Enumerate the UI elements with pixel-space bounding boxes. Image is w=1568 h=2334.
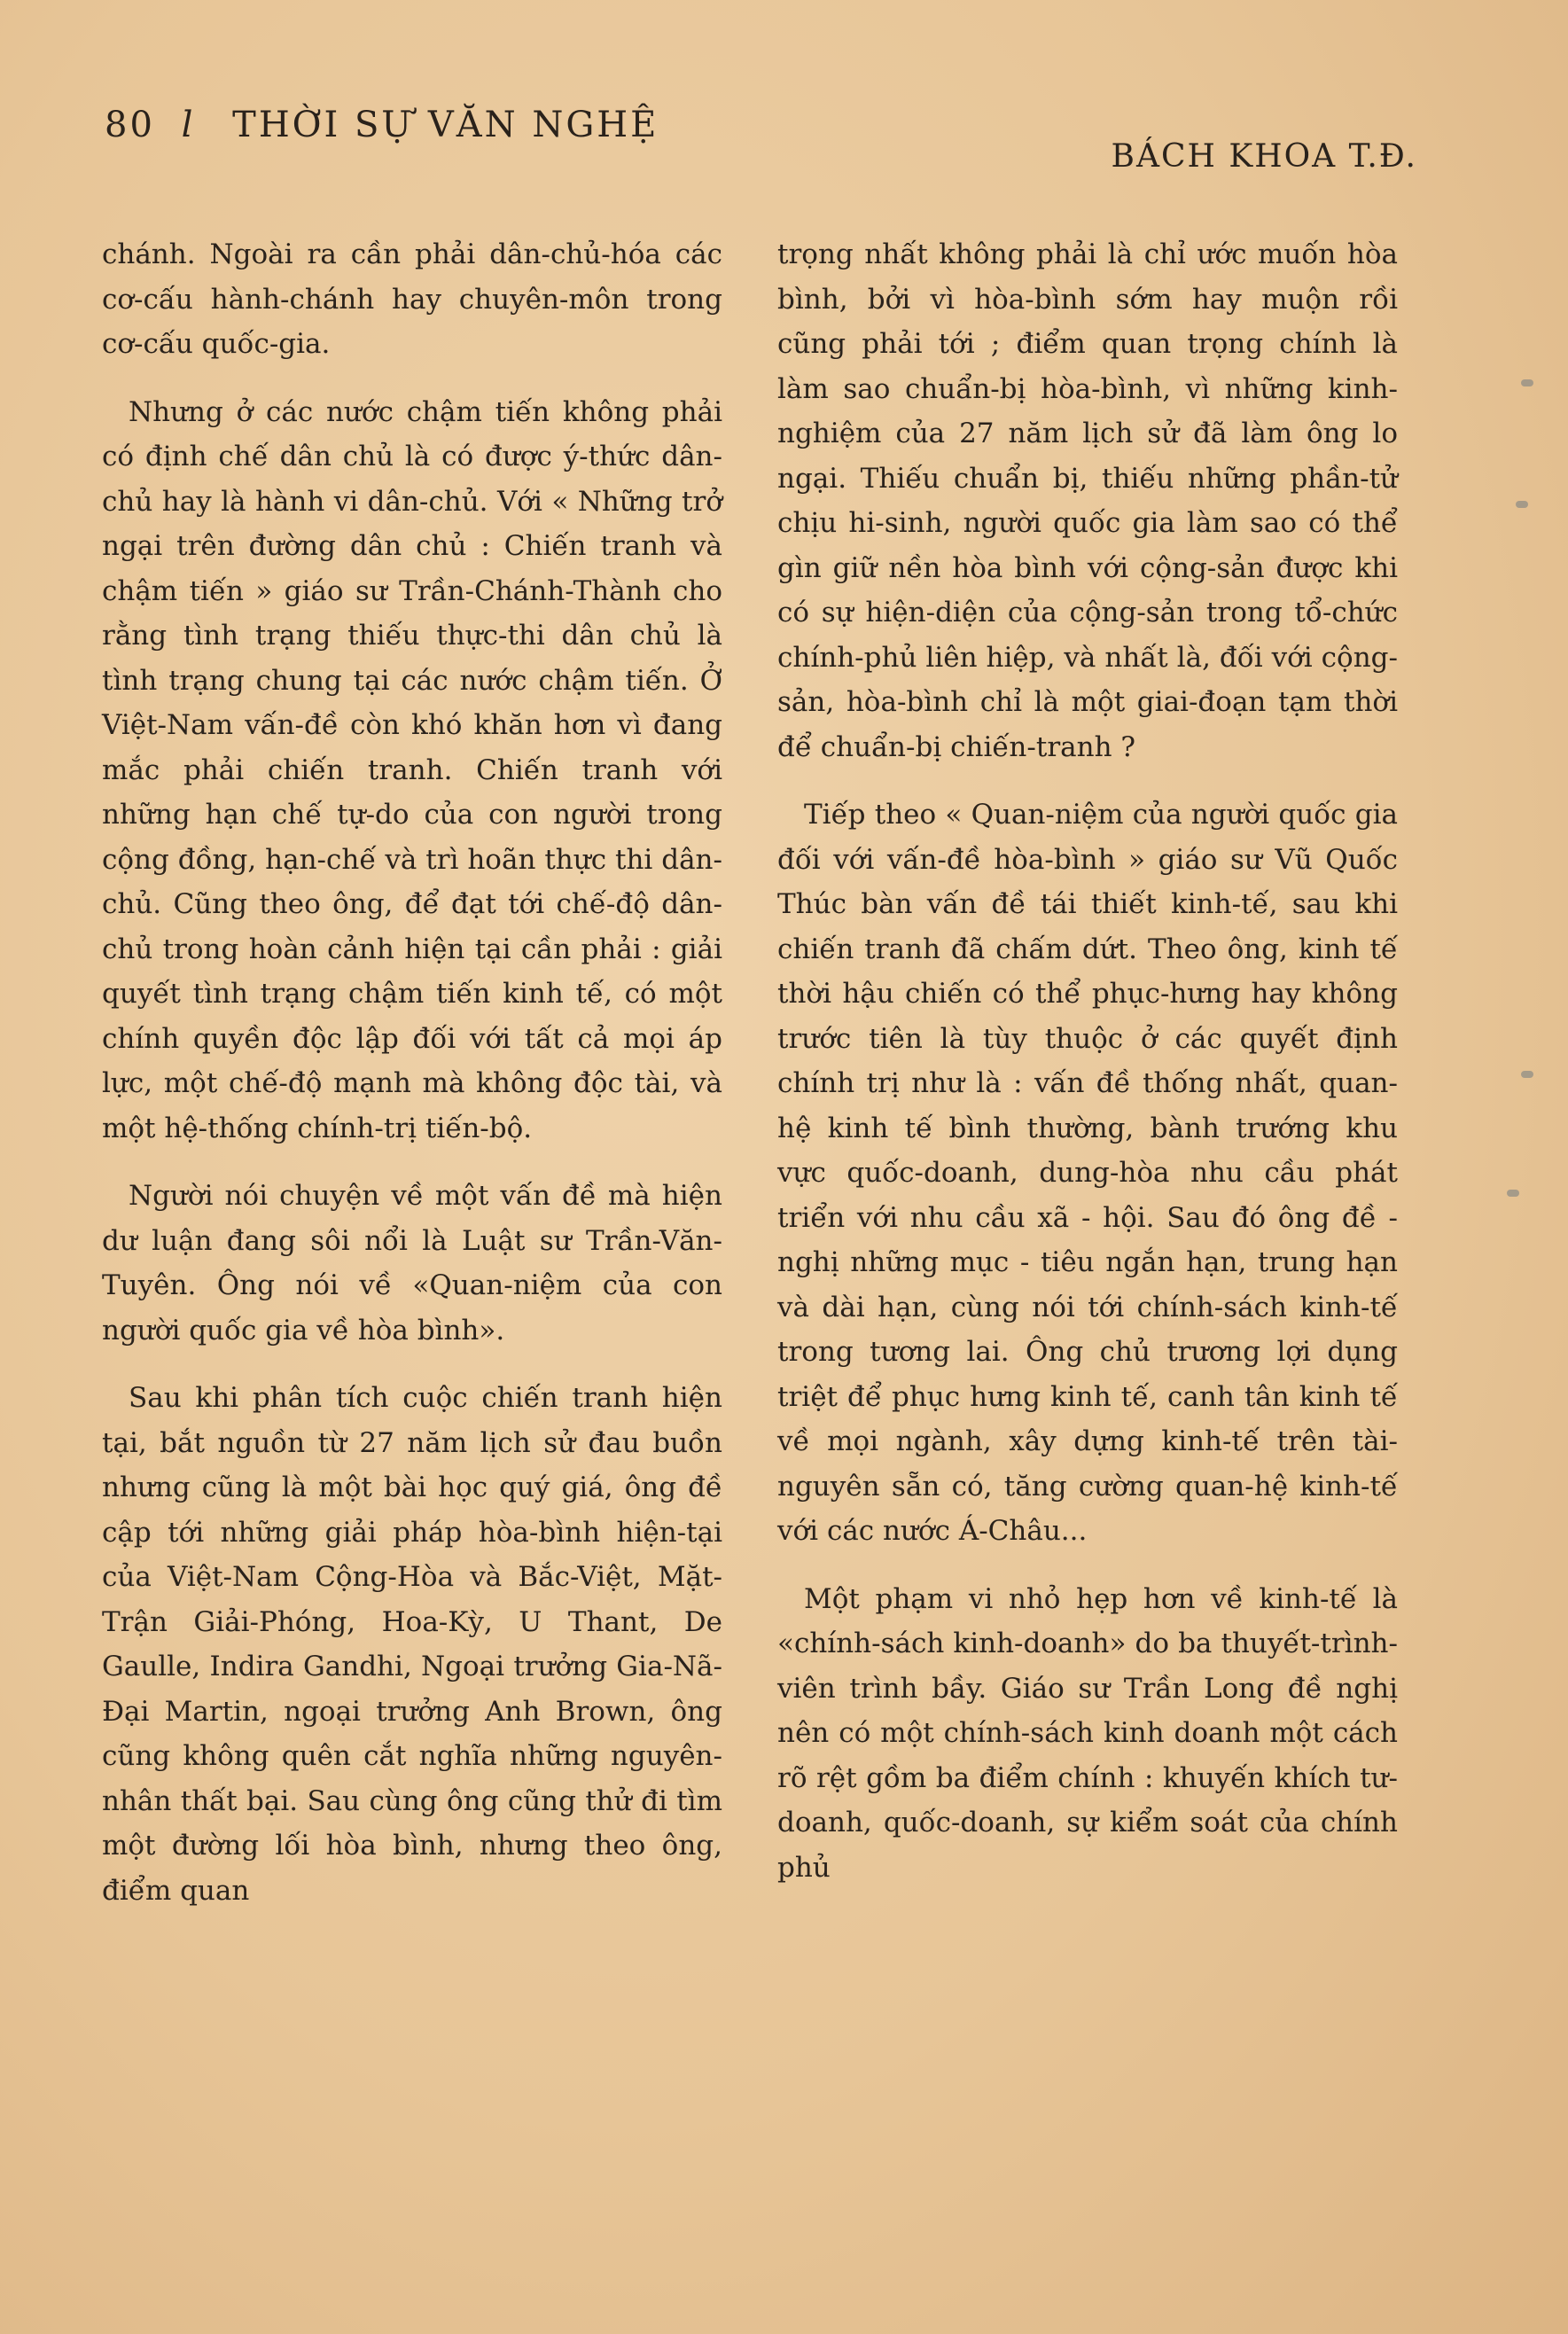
left-column [102,232,722,1936]
paper-mark [1521,379,1533,386]
paragraph: Một phạm vi nhỏ hẹp hơn về kinh-tế là «chính-sách kinh-doanh» do ba thuyết-trình-viên trình bầy. Giáo sư Trần Long đề nghị nên có một chính-sách kinh doanh một cách rõ rệt gồm ba điểm chính : khuyến khích tư-doanh, quốc-doanh, sự kiểm soát của chính phủ [777,1582,1398,1884]
paper-mark [1507,1190,1519,1197]
page-number: 80 [105,105,155,145]
paragraph: Nhưng ở các nước chậm tiến không phải có định chế dân chủ là có được ý-thức dân-chủ hay là hành vi dân-chủ. Với « Những trở ngại trên đường dân chủ : Chiến tranh và chậm tiến » giáo sư Trần-Chánh-Thành cho rằng tình trạng thiếu thực-thi dân chủ là tình trạng chung tại các nước chậm tiến. Ở Việt-Nam vấn-đề còn khó khăn hơn vì đang mắc phải chiến tranh. Chiến tranh với những hạn chế tự-do của con người trong cộng đồng, hạn-chế và trì hoãn thực thi dân-chủ. Cũng theo ông, để đạt tới chế-độ dân-chủ trong hoàn cảnh hiện tại cần phải : giải quyết tình trạng chậm tiến kinh tế, có một chính quyền độc lập đối với tất cả mọi áp lực, một chế-độ mạnh mà không độc tài, và một hệ-thống chính-trị tiến-bộ. [102,395,722,1144]
paragraph: Sau khi phân tích cuộc chiến tranh hiện tại, bắt nguồn từ 27 năm lịch sử đau buồn nhưng cũng là một bài học quý giá, ông đề cập tới những giải pháp hòa-bình hiện-tại của Việt-Nam Cộng-Hòa và Bắc-Việt, Mặt-Trận Giải-Phóng, Hoa-Kỳ, U Thant, De Gaulle, Indira Gandhi, Ngoại trưởng Gia-Nã-Đại Martin, ngoại trưởng Anh Brown, ông cũng không quên cắt nghĩa những nguyên-nhân thất bại. Sau cùng ông cũng thử đi tìm một đường lối hòa bình, nhưng theo ông, điểm quan [102,1382,722,1907]
right-column [777,232,1398,1913]
publication-title: BÁCH KHOA T.Đ. [1111,138,1417,175]
header-left [105,105,659,145]
paper-mark [1516,501,1528,508]
paragraph: Tiếp theo « Quan-niệm của người quốc gia đối với vấn-đề hòa-bình » giáo sư Vũ Quốc Thúc bàn vấn đề tái thiết kinh-tế, sau khi chiến tranh đã chấm dứt. Theo ông, kinh tế thời hậu chiến có thể phục-hưng hay không trước tiên là tùy thuộc ở các quyết định chính trị như là : vấn đề thống nhất, quan-hệ kinh tế bình thường, bành trướng khu vực quốc-doanh, dung-hòa nhu cầu phát triển với nhu cầu xã - hội. Sau đó ông đề - nghị những mục - tiêu ngắn hạn, trung hạn và dài hạn, cùng nói tới chính-sách kinh-tế trong tương lai. Ông chủ trương lợi dụng triệt để phục hưng kinh tế, canh tân kinh tế về mọi ngành, xây dựng kinh-tế trên tài-nguyên sẵn có, tăng cường quan-hệ kinh-tế với các nước Á-Châu... [777,799,1398,1547]
header-separator: l [181,105,196,145]
paper-mark [1521,1071,1533,1078]
paragraph: Người nói chuyện về một vấn đề mà hiện dư luận đang sôi nổi là Luật sư Trần-Văn-Tuyên. Ông nói về «Quan-niệm của con người quốc gia về hòa bình». [102,1180,722,1347]
page-header [105,105,1417,176]
paragraph: trọng nhất không phải là chỉ ước muốn hòa bình, bởi vì hòa-bình sớm hay muộn rồi cũng phải tới ; điểm quan trọng chính là làm sao chuẩn-bị hòa-bình, vì những kinh-nghiệm của 27 năm lịch sử đã làm ông lo ngại. Thiếu chuẩn bị, thiếu những phần-tử chịu hi-sinh, người quốc gia làm sao có thể gìn giữ nền hòa bình với cộng-sản được khi có sự hiện-diện của cộng-sản trong tổ-chức chính-phủ liên hiệp, và nhất là, đối với cộng-sản, hòa-bình chỉ là một giai-đoạn tạm thời để chuẩn-bị chiến-tranh ? [777,238,1398,763]
paragraph: chánh. Ngoài ra cần phải dân-chủ-hóa các cơ-cấu hành-chánh hay chuyên-môn trong cơ-cấu quốc-gia. [102,238,722,360]
section-title: THỜI SỰ VĂN NGHỆ [232,105,659,145]
